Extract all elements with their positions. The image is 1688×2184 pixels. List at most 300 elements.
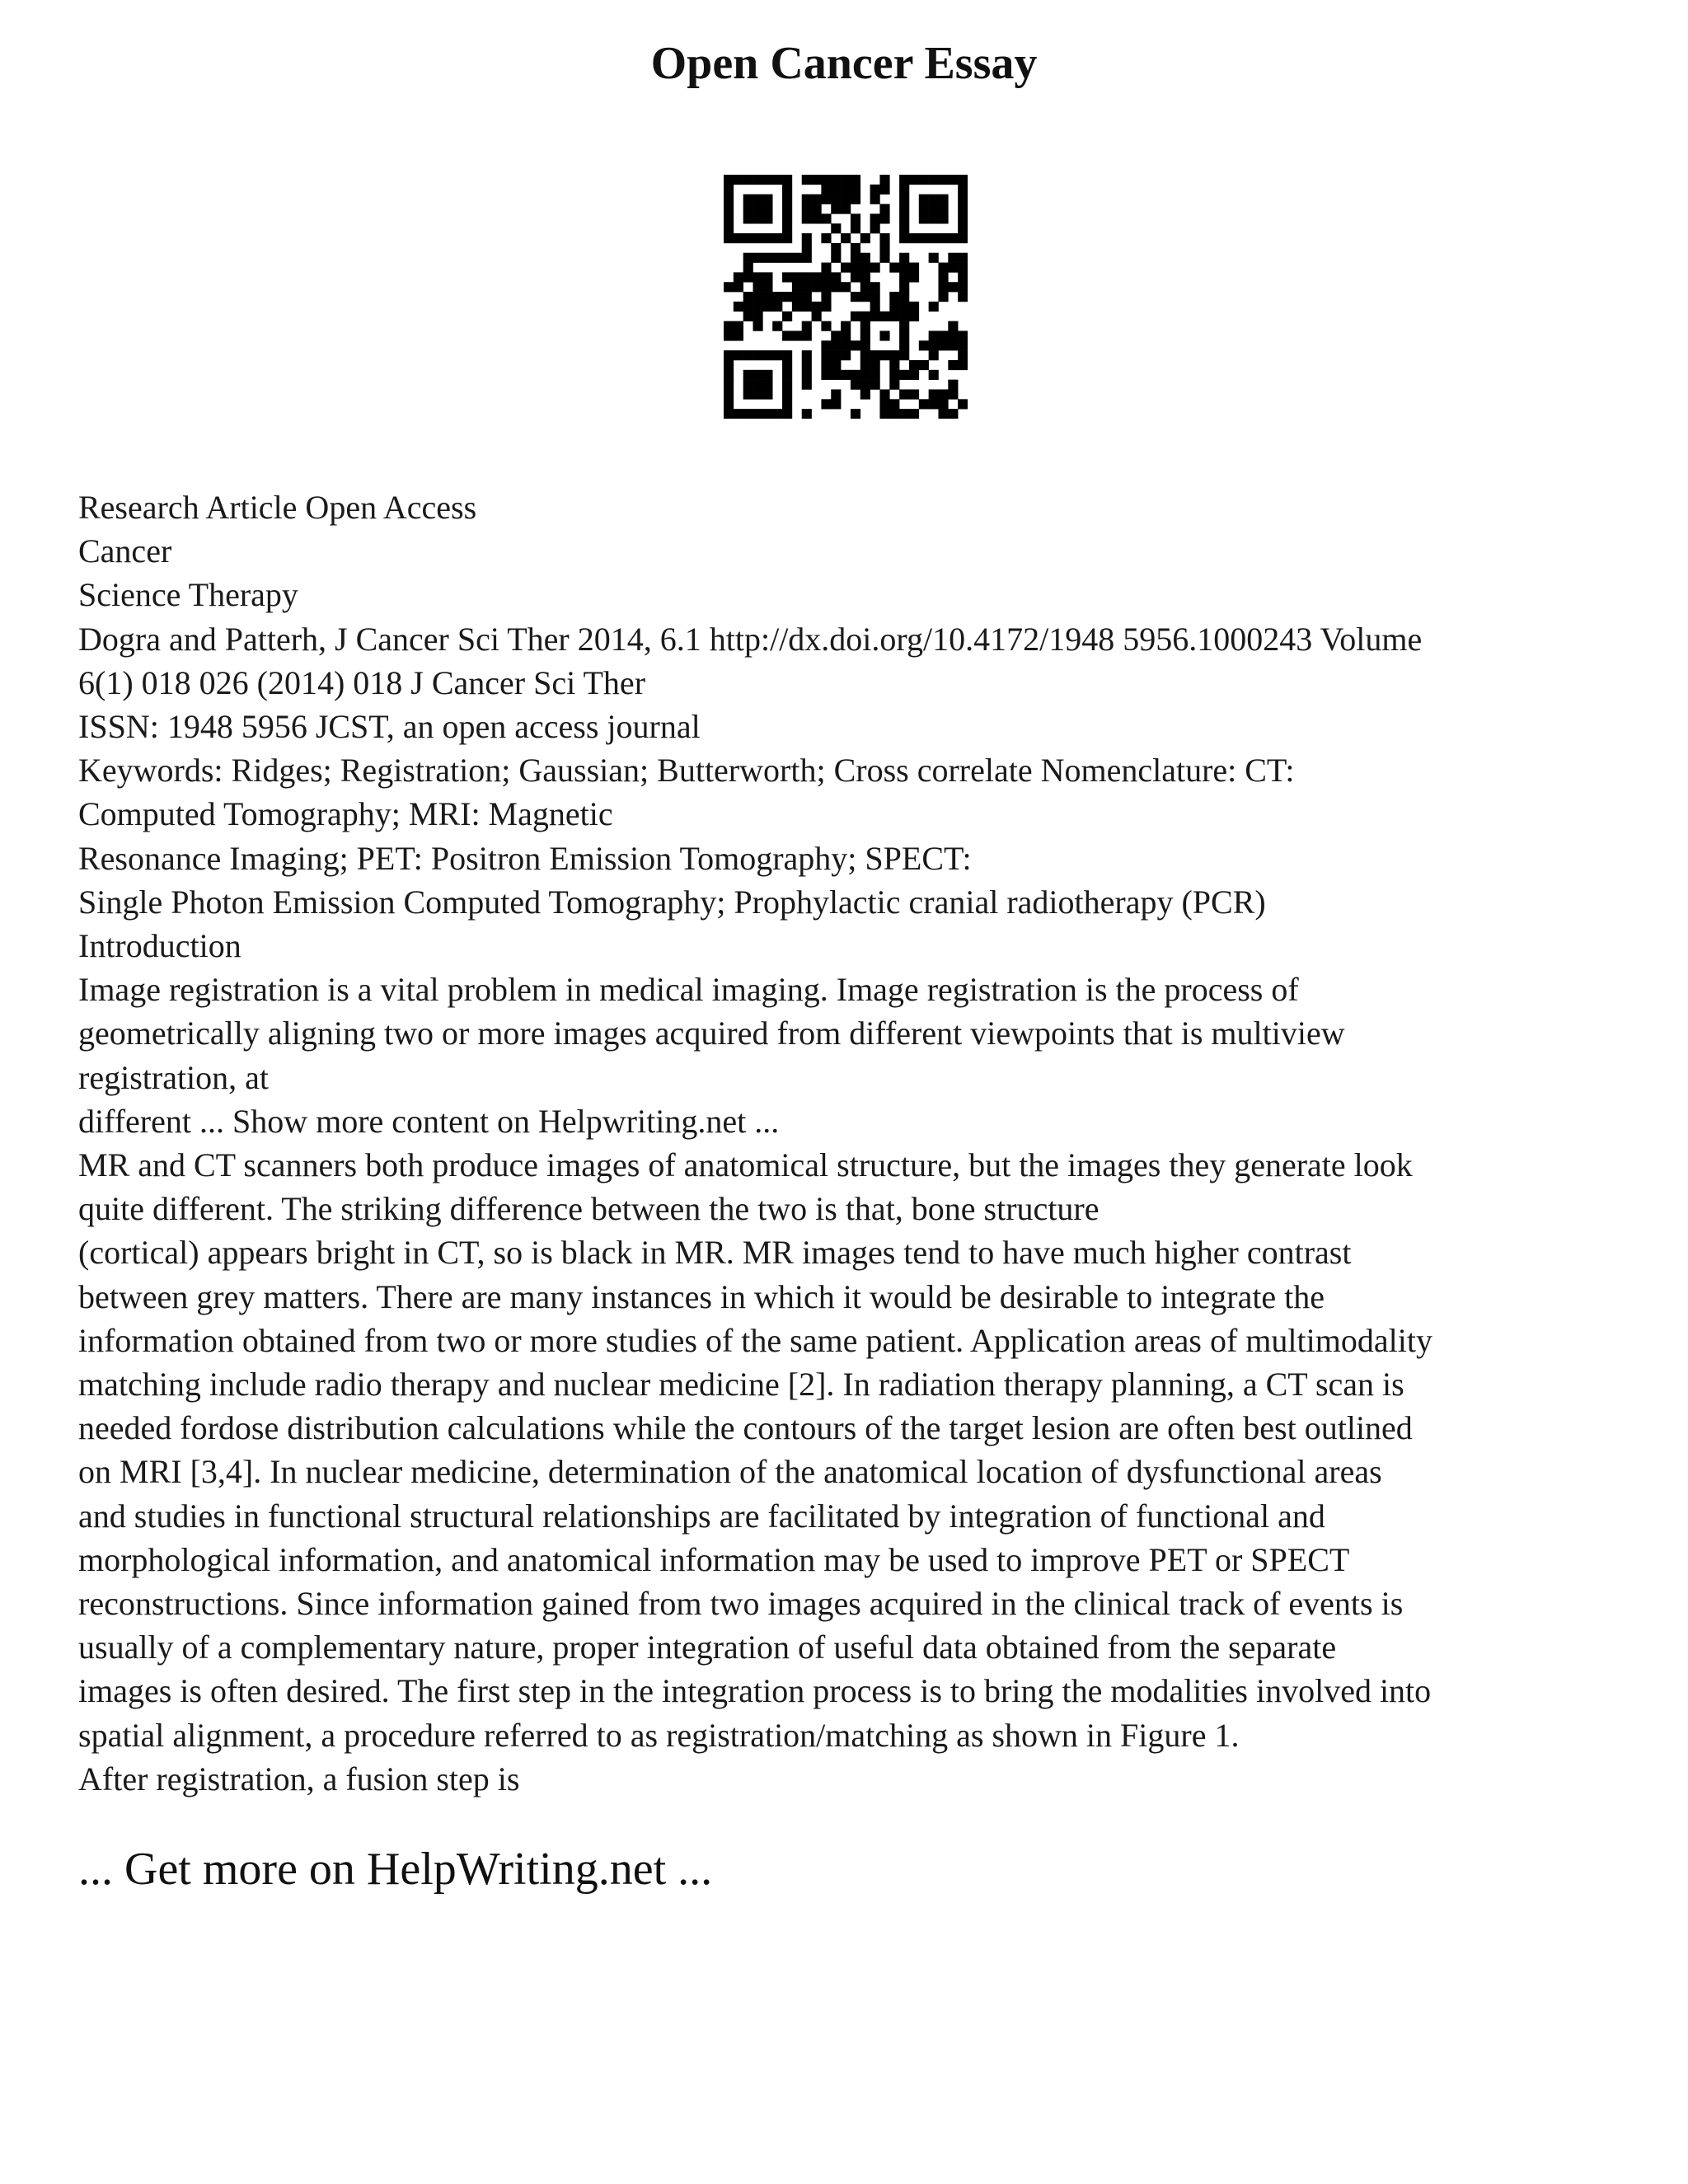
body-line: Single Photon Emission Computed Tomography; Prophylactic cranial radiotherapy (PCR)	[78, 883, 1266, 921]
qr-module	[889, 409, 899, 419]
qr-module	[879, 389, 889, 399]
qr-module	[919, 360, 929, 370]
qr-module	[831, 370, 841, 380]
qr-module	[870, 185, 880, 194]
qr-module	[851, 409, 860, 419]
qr-module	[870, 282, 880, 292]
qr-module	[938, 263, 948, 273]
qr-module	[860, 380, 870, 390]
qr-module	[909, 272, 919, 282]
qr-module	[802, 272, 812, 282]
qr-module	[753, 204, 763, 214]
qr-module	[802, 409, 812, 419]
qr-module	[899, 330, 909, 340]
qr-module	[948, 330, 958, 340]
qr-module	[938, 399, 948, 409]
qr-module	[743, 194, 753, 204]
qr-module	[782, 350, 792, 360]
qr-module	[821, 185, 831, 194]
qr-module	[762, 272, 772, 282]
qr-module	[782, 370, 792, 380]
qr-module	[821, 360, 831, 370]
qr-module	[724, 399, 734, 409]
qr-module	[909, 233, 919, 243]
body-line: and studies in functional structural relationships are facilitated by integration of functional and	[78, 1497, 1325, 1535]
qr-module	[753, 409, 763, 419]
body-line: Introduction	[78, 927, 241, 965]
body-line: images is often desired. The first step in the integration process is to bring the modalities involved into	[78, 1672, 1432, 1710]
body-line: morphological information, and anatomical information may be used to improve PET or SPECT	[78, 1540, 1350, 1578]
page-title: Open Cancer Essay	[650, 38, 1038, 89]
qr-module	[851, 340, 860, 350]
qr-module	[860, 233, 870, 243]
qr-module	[802, 302, 812, 312]
body-line: Science Therapy	[78, 576, 298, 614]
qr-module	[889, 302, 899, 312]
qr-module	[899, 213, 909, 223]
qr-module	[938, 389, 948, 399]
qr-module	[812, 194, 822, 204]
qr-module	[958, 223, 968, 233]
qr-module	[938, 340, 948, 350]
qr-module	[919, 175, 929, 185]
qr-module	[782, 312, 792, 321]
qr-module	[831, 194, 841, 204]
qr-module	[772, 175, 782, 185]
qr-module	[958, 233, 968, 243]
qr-module	[909, 312, 919, 321]
qr-module	[792, 253, 802, 263]
qr-module	[724, 330, 734, 340]
qr-module	[870, 380, 880, 390]
qr-module	[724, 185, 734, 194]
qr-module	[958, 399, 968, 409]
qr-module	[860, 272, 870, 282]
qr-module	[958, 194, 968, 204]
qr-module	[889, 380, 899, 390]
qr-module	[831, 253, 841, 263]
qr-module	[879, 312, 889, 321]
qr-module	[734, 302, 743, 312]
qr-module	[909, 263, 919, 273]
body-line: information obtained from two or more studies of the same patient. Application areas of multimodality	[78, 1321, 1432, 1359]
qr-module	[870, 370, 880, 380]
qr-module	[958, 272, 968, 282]
qr-module	[753, 272, 763, 282]
qr-module	[879, 185, 889, 194]
qr-module	[782, 233, 792, 243]
qr-module	[792, 302, 802, 312]
qr-module	[841, 204, 851, 214]
qr-module	[753, 302, 763, 312]
qr-module	[929, 233, 939, 243]
qr-module	[762, 204, 772, 214]
qr-module	[802, 194, 812, 204]
qr-module	[724, 282, 734, 292]
qr-module	[860, 330, 870, 340]
qr-module	[870, 292, 880, 302]
qr-module	[831, 330, 841, 340]
qr-module	[802, 213, 812, 223]
qr-module	[958, 292, 968, 302]
qr-module	[762, 233, 772, 243]
qr-module	[821, 350, 831, 360]
qr-module	[792, 292, 802, 302]
qr-module	[899, 263, 909, 273]
qr-module	[724, 213, 734, 223]
qr-module	[899, 389, 909, 399]
qr-module	[743, 204, 753, 214]
qr-module	[753, 350, 763, 360]
qr-module	[724, 370, 734, 380]
qr-module	[753, 321, 763, 331]
qr-module	[734, 272, 743, 282]
qr-module	[753, 389, 763, 399]
qr-module	[821, 302, 831, 312]
qr-module	[743, 272, 753, 282]
qr-module	[938, 282, 948, 292]
qr-module	[782, 194, 792, 204]
qr-module	[879, 213, 889, 223]
qr-module	[821, 175, 831, 185]
body-line: Resonance Imaging; PET: Positron Emission Tomography; SPECT:	[78, 839, 972, 877]
body-line: (cortical) appears bright in CT, so is black in MR. MR images tend to have much higher contrast	[78, 1234, 1352, 1272]
qr-module	[929, 340, 939, 350]
qr-module	[831, 389, 841, 399]
qr-module	[879, 175, 889, 185]
qr-module	[772, 350, 782, 360]
qr-module	[782, 204, 792, 214]
qr-module	[879, 350, 889, 360]
qr-module	[831, 243, 841, 253]
qr-module	[743, 292, 753, 302]
qr-module	[782, 380, 792, 390]
qr-module	[841, 282, 851, 292]
body-line: MR and CT scanners both produce images of anatomical structure, but the images they generate look	[78, 1146, 1413, 1184]
qr-module	[841, 233, 851, 243]
qr-module	[821, 263, 831, 273]
qr-module	[851, 213, 860, 223]
qr-module	[802, 360, 812, 370]
qr-module	[909, 409, 919, 419]
qr-module	[879, 253, 889, 263]
body-line: Keywords: Ridges; Registration; Gaussian; Butterworth; Cross correlate Nomenclature: CT:	[78, 752, 1295, 790]
qr-module	[792, 272, 802, 282]
qr-module	[958, 213, 968, 223]
qr-module	[772, 409, 782, 419]
body-line: between grey matters. There are many instances in which it would be desirable to integrate the	[78, 1277, 1325, 1315]
qr-module	[821, 282, 831, 292]
qr-module	[841, 340, 851, 350]
qr-module	[909, 370, 919, 380]
qr-module	[841, 175, 851, 185]
body-line: Computed Tomography; MRI: Magnetic	[78, 795, 613, 833]
qr-module	[899, 350, 909, 360]
qr-module	[879, 233, 889, 243]
qr-module	[909, 360, 919, 370]
qr-module	[938, 330, 948, 340]
qr-module	[724, 360, 734, 370]
qr-module	[860, 370, 870, 380]
qr-module	[724, 204, 734, 214]
qr-module	[841, 321, 851, 331]
qr-module	[938, 233, 948, 243]
qr-module	[821, 194, 831, 204]
qr-module	[782, 360, 792, 370]
qr-module	[743, 409, 753, 419]
qr-module	[909, 389, 919, 399]
get-more-link[interactable]: ... Get more on HelpWriting.net ...	[78, 1844, 713, 1895]
qr-module	[958, 204, 968, 214]
qr-module	[929, 204, 939, 214]
qr-module	[948, 175, 958, 185]
qr-module	[802, 380, 812, 390]
qr-module	[753, 213, 763, 223]
qr-module	[870, 302, 880, 312]
body-line: geometrically aligning two or more images acquired from different viewpoints that is multiview	[78, 1015, 1345, 1052]
qr-module	[919, 340, 929, 350]
qr-module	[909, 175, 919, 185]
qr-module	[782, 185, 792, 194]
qr-code-icon	[724, 175, 968, 419]
qr-module	[831, 204, 841, 214]
qr-module	[802, 321, 812, 331]
qr-module	[919, 399, 929, 409]
body-line: usually of a complementary nature, proper integration of useful data obtained from the separate	[78, 1629, 1337, 1666]
qr-module	[831, 223, 841, 233]
qr-module	[958, 282, 968, 292]
body-line: quite different. The striking difference between the two is that, bone structure	[78, 1190, 1100, 1228]
qr-module	[762, 194, 772, 204]
qr-module	[802, 282, 812, 292]
body-line: Research Article Open Access	[78, 489, 477, 526]
qr-module	[743, 380, 753, 390]
body-line: Cancer	[78, 532, 172, 570]
qr-module	[899, 253, 909, 263]
qr-module	[870, 360, 880, 370]
qr-module	[909, 302, 919, 312]
qr-module	[762, 253, 772, 263]
qr-module	[724, 194, 734, 204]
qr-module	[919, 194, 929, 204]
qr-module	[831, 272, 841, 282]
qr-module	[899, 282, 909, 292]
qr-module	[734, 321, 743, 331]
qr-module	[762, 370, 772, 380]
qr-module	[782, 399, 792, 409]
qr-module	[762, 302, 772, 312]
qr-module	[782, 213, 792, 223]
qr-module	[860, 292, 870, 302]
qr-module	[762, 350, 772, 360]
qr-module	[743, 175, 753, 185]
qr-module	[821, 272, 831, 282]
qr-module	[860, 282, 870, 292]
qr-module	[753, 233, 763, 243]
qr-module	[743, 370, 753, 380]
qr-code-graphic	[724, 175, 968, 419]
qr-module	[743, 253, 753, 263]
body-line: Dogra and Patterh, J Cancer Sci Ther 2014, 6.1 http://dx.doi.org/10.4172/1948 5956.1000243 Volume	[78, 620, 1423, 658]
qr-module	[782, 389, 792, 399]
qr-module	[958, 185, 968, 194]
qr-module	[724, 380, 734, 390]
qr-module	[889, 292, 899, 302]
qr-module	[851, 263, 860, 273]
qr-module	[743, 389, 753, 399]
qr-module	[929, 330, 939, 340]
qr-module	[870, 263, 880, 273]
qr-module	[958, 350, 968, 360]
qr-module	[851, 312, 860, 321]
qr-module	[929, 175, 939, 185]
qr-module	[958, 330, 968, 340]
qr-module	[762, 175, 772, 185]
body-line: needed fordose distribution calculations while the contours of the target lesion are often best outlined	[78, 1409, 1413, 1447]
qr-module	[958, 263, 968, 273]
qr-module	[958, 175, 968, 185]
qr-module	[831, 185, 841, 194]
qr-module	[899, 175, 909, 185]
qr-module	[948, 389, 958, 399]
qr-module	[938, 409, 948, 419]
qr-module	[851, 292, 860, 302]
qr-module	[851, 370, 860, 380]
qr-module	[772, 292, 782, 302]
body-line: registration, at	[78, 1058, 270, 1096]
qr-module	[753, 175, 763, 185]
qr-module	[724, 409, 734, 419]
qr-module	[851, 380, 860, 390]
body-line: reconstructions. Since information gained from two images acquired in the clinical track of events is	[78, 1585, 1404, 1623]
qr-module	[899, 321, 909, 331]
qr-module	[889, 350, 899, 360]
qr-module	[929, 350, 939, 360]
body-line: After registration, a fusion step is	[78, 1760, 520, 1797]
qr-module	[938, 175, 948, 185]
qr-module	[734, 233, 743, 243]
qr-module	[879, 243, 889, 253]
qr-module	[753, 292, 763, 302]
qr-module	[821, 213, 831, 223]
qr-module	[772, 253, 782, 263]
qr-module	[821, 321, 831, 331]
qr-module	[929, 253, 939, 263]
qr-module	[734, 350, 743, 360]
qr-module	[899, 233, 909, 243]
qr-module	[762, 213, 772, 223]
qr-module	[870, 213, 880, 223]
qr-module	[753, 253, 763, 263]
qr-module	[743, 263, 753, 273]
qr-module	[782, 272, 792, 282]
qr-module	[879, 330, 889, 340]
qr-module	[929, 194, 939, 204]
qr-module	[870, 223, 880, 233]
qr-module	[929, 399, 939, 409]
qr-module	[889, 360, 899, 370]
qr-module	[812, 175, 822, 185]
qr-module	[958, 253, 968, 263]
qr-module	[919, 233, 929, 243]
qr-module	[919, 204, 929, 214]
qr-module	[889, 370, 899, 380]
qr-module	[792, 330, 802, 340]
qr-module	[860, 312, 870, 321]
qr-module	[899, 223, 909, 233]
qr-module	[802, 253, 812, 263]
qr-module	[851, 223, 860, 233]
qr-module	[899, 185, 909, 194]
qr-module	[812, 282, 822, 292]
qr-module	[743, 233, 753, 243]
qr-module	[948, 360, 958, 370]
qr-module	[821, 340, 831, 350]
qr-module	[860, 350, 870, 360]
qr-module	[948, 409, 958, 419]
qr-module	[948, 340, 958, 350]
qr-module	[743, 350, 753, 360]
qr-module	[899, 409, 909, 419]
qr-module	[821, 370, 831, 380]
qr-module	[762, 409, 772, 419]
qr-module	[753, 194, 763, 204]
qr-module	[724, 175, 734, 185]
qr-module	[929, 302, 939, 312]
qr-module	[899, 312, 909, 321]
qr-module	[831, 340, 841, 350]
qr-module	[802, 243, 812, 253]
qr-module	[938, 272, 948, 282]
qr-module	[860, 389, 870, 399]
qr-module	[812, 213, 822, 223]
qr-module	[851, 272, 860, 282]
qr-module	[802, 175, 812, 185]
qr-module	[899, 204, 909, 214]
qr-module	[753, 282, 763, 292]
qr-module	[782, 330, 792, 340]
qr-module	[821, 233, 831, 243]
qr-module	[879, 399, 889, 409]
qr-module	[772, 233, 782, 243]
qr-module	[899, 272, 909, 282]
qr-module	[831, 399, 841, 409]
qr-module	[734, 282, 743, 292]
qr-module	[802, 350, 812, 360]
qr-module	[782, 409, 792, 419]
qr-module	[841, 370, 851, 380]
qr-module	[753, 370, 763, 380]
qr-module	[870, 350, 880, 360]
qr-module	[782, 253, 792, 263]
qr-module	[762, 380, 772, 390]
qr-module	[870, 194, 880, 204]
qr-module	[753, 380, 763, 390]
qr-module	[929, 389, 939, 399]
qr-module	[841, 330, 851, 340]
qr-module	[938, 194, 948, 204]
qr-module	[802, 330, 812, 340]
qr-module	[860, 263, 870, 273]
qr-module	[743, 312, 753, 321]
qr-module	[860, 360, 870, 370]
qr-module	[734, 175, 743, 185]
qr-module	[743, 302, 753, 312]
qr-module	[860, 321, 870, 331]
qr-module	[929, 370, 939, 380]
qr-module	[762, 292, 772, 302]
qr-module	[899, 340, 909, 350]
